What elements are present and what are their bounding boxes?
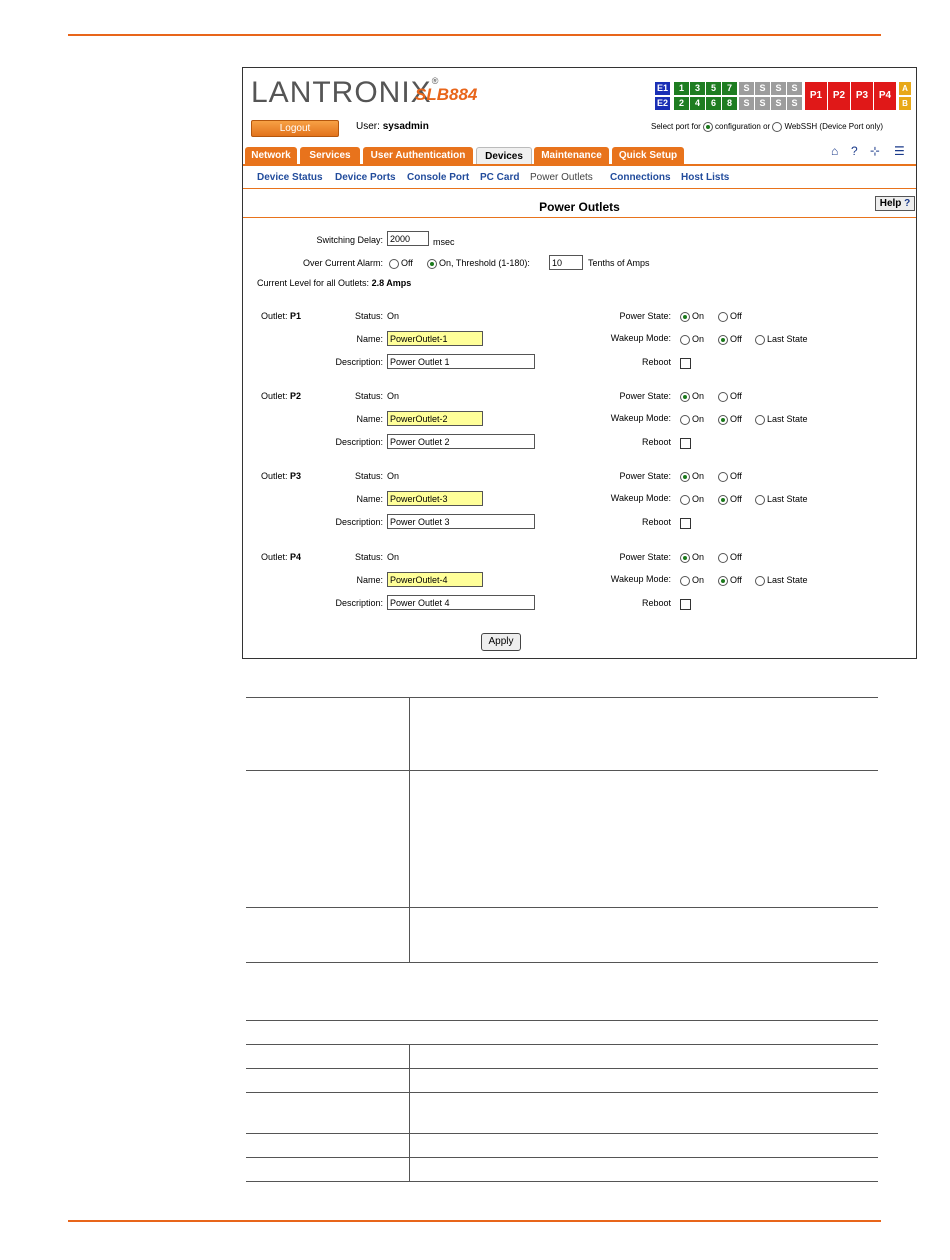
logo-text: LANTRONIX	[251, 76, 432, 109]
outlet-prefix: Outlet:	[261, 311, 288, 321]
power-on-radio[interactable]	[680, 392, 690, 402]
status-label: Status:	[354, 391, 383, 401]
outlet-label	[261, 391, 301, 401]
wakeup-off-radio[interactable]	[718, 335, 728, 345]
power-on-radio[interactable]	[680, 553, 690, 563]
power-on-label: On	[692, 552, 705, 562]
bottom-rule	[68, 1220, 881, 1222]
alarm-off-option[interactable]	[389, 258, 413, 269]
wakeup-on-radio[interactable]	[680, 335, 690, 345]
power-state-label: Power State:	[619, 471, 671, 481]
wakeup-last-state[interactable]	[755, 494, 808, 505]
help-icon[interactable]: ?	[851, 144, 858, 158]
wakeup-on[interactable]	[680, 334, 704, 345]
table-rule	[246, 1020, 878, 1021]
power-off-label: Off	[730, 311, 742, 321]
power-state-off[interactable]	[718, 311, 742, 322]
outlet-prefix: Outlet:	[261, 552, 288, 562]
port-6[interactable]: 6	[706, 97, 721, 110]
wakeup-on[interactable]	[680, 494, 704, 505]
power-off-radio[interactable]	[718, 392, 728, 402]
wakeup-last-label: Last State	[767, 414, 808, 424]
table-rule	[246, 907, 878, 908]
user-label	[356, 121, 429, 132]
outlet-label	[261, 471, 301, 481]
reboot-checkbox[interactable]	[680, 518, 691, 529]
outlet-name-input[interactable]: PowerOutlet-2	[387, 411, 483, 426]
power-on-radio[interactable]	[680, 472, 690, 482]
port-b[interactable]: B	[899, 97, 911, 110]
web-ui-screenshot	[242, 67, 917, 659]
wakeup-last-label: Last State	[767, 334, 808, 344]
table-rule	[246, 770, 878, 771]
port-1[interactable]: 1	[674, 82, 689, 95]
wakeup-on-radio[interactable]	[680, 415, 690, 425]
tab-maintenance[interactable]: Maintenance	[534, 147, 609, 164]
alarm-on-label: On, Threshold (1-180):	[439, 258, 530, 268]
wakeup-off-label: Off	[730, 414, 742, 424]
subnav-power-outlets[interactable]: Power Outlets	[530, 172, 593, 183]
port-e1[interactable]: E1	[656, 83, 668, 93]
status-label: Status:	[354, 552, 383, 562]
power-off-radio[interactable]	[718, 553, 728, 563]
switching-delay-label: Switching Delay:	[316, 235, 383, 245]
wakeup-off-radio[interactable]	[718, 576, 728, 586]
wakeup-off[interactable]	[718, 575, 742, 586]
power-state-off[interactable]	[718, 391, 742, 402]
wakeup-last-state[interactable]	[755, 414, 808, 425]
port-5[interactable]: 5	[706, 82, 721, 95]
power-on-label: On	[692, 311, 705, 321]
sitemap-icon[interactable]: ⊹	[870, 144, 881, 158]
wakeup-on-label: On	[692, 575, 705, 585]
port-4[interactable]: 4	[690, 97, 705, 110]
model-name: SLB884	[415, 85, 478, 104]
port-select-mode	[651, 122, 883, 132]
reboot-label: Reboot	[641, 598, 671, 608]
power-state-off[interactable]	[718, 471, 742, 482]
current-level-label: Current Level for all Outlets:	[257, 278, 370, 288]
subnav-device-status[interactable]: Device Status	[257, 172, 323, 183]
current-level-value: 2.8 Amps	[371, 278, 412, 288]
table-rule	[246, 1068, 878, 1069]
wakeup-on[interactable]	[680, 414, 704, 425]
description-label: Description:	[335, 437, 383, 447]
current-level	[257, 278, 411, 288]
alarm-off-radio[interactable]	[389, 259, 399, 269]
table-column-divider	[409, 1044, 410, 1181]
table-rule	[246, 697, 878, 698]
description-label: Description:	[335, 598, 383, 608]
power-state-label: Power State:	[619, 391, 671, 401]
table-rule	[246, 962, 878, 963]
user-prefix: User:	[356, 121, 380, 132]
reboot-checkbox[interactable]	[680, 358, 691, 369]
name-label: Name:	[356, 414, 383, 424]
wakeup-mode-label: Wakeup Mode:	[610, 493, 671, 503]
tab-services[interactable]: Services	[300, 147, 360, 164]
wakeup-last-radio[interactable]	[755, 335, 765, 345]
table-rule	[246, 1092, 878, 1093]
wakeup-mode-label: Wakeup Mode:	[610, 574, 671, 584]
status-label: Status:	[354, 471, 383, 481]
reboot-label: Reboot	[641, 357, 671, 367]
port-s[interactable]: S	[739, 97, 754, 110]
tab-quick-setup[interactable]: Quick Setup	[612, 147, 684, 164]
power-state-off[interactable]	[718, 552, 742, 563]
wakeup-on[interactable]	[680, 575, 704, 586]
port-s[interactable]: S	[787, 82, 802, 95]
outlet-name-input[interactable]: PowerOutlet-1	[387, 331, 483, 346]
help-button[interactable]	[875, 196, 915, 211]
power-state-on[interactable]	[680, 552, 704, 563]
subnav-underline	[243, 188, 916, 189]
webssh-label: WebSSH (Device Port only)	[784, 122, 883, 132]
table-rule	[246, 1133, 878, 1134]
outlet-label	[261, 552, 301, 562]
power-on-label: On	[692, 471, 705, 481]
apply-button[interactable]: Apply	[481, 633, 521, 651]
wakeup-off[interactable]	[718, 334, 742, 345]
reboot-checkbox[interactable]	[680, 599, 691, 610]
power-state-label: Power State:	[619, 552, 671, 562]
main-tabs	[243, 147, 916, 164]
wakeup-on-radio[interactable]	[680, 495, 690, 505]
description-label: Description:	[335, 357, 383, 367]
wakeup-off-label: Off	[730, 575, 742, 585]
power-state-on[interactable]	[680, 471, 704, 482]
port-s[interactable]: S	[771, 97, 786, 110]
user-name: sysadmin	[382, 121, 429, 132]
threshold-input[interactable]: 10	[549, 255, 583, 270]
outlet-id: P4	[290, 552, 302, 562]
table-rule	[246, 1044, 878, 1045]
logout-button[interactable]: Logout	[251, 120, 339, 137]
wakeup-off[interactable]	[718, 494, 742, 505]
configuration-radio[interactable]	[703, 122, 713, 132]
port-s[interactable]: S	[755, 82, 770, 95]
page-title: Power Outlets	[539, 200, 620, 214]
port-s[interactable]: S	[771, 82, 786, 95]
status-value: On	[387, 311, 400, 321]
power-port-p2[interactable]: P2	[828, 82, 850, 110]
top-rule	[68, 34, 881, 36]
outlet-name-input[interactable]: PowerOutlet-3	[387, 491, 483, 506]
help-label: Help	[879, 198, 902, 209]
name-label: Name:	[356, 575, 383, 585]
outlet-description-input[interactable]: Power Outlet 2	[387, 434, 535, 449]
subnav-console-port[interactable]: Console Port	[407, 172, 470, 183]
reboot-checkbox[interactable]	[680, 438, 691, 449]
table-rule	[246, 1181, 878, 1182]
wakeup-off-radio[interactable]	[718, 415, 728, 425]
tab-underline	[243, 164, 916, 166]
port-select-label: Select port for	[651, 122, 701, 132]
power-port-p3[interactable]: P3	[851, 82, 873, 110]
port-a[interactable]: A	[899, 82, 911, 95]
status-value: On	[387, 471, 400, 481]
outlet-description-input[interactable]: Power Outlet 4	[387, 595, 535, 610]
wakeup-last-state[interactable]	[755, 575, 808, 586]
log-icon[interactable]: ☰	[894, 144, 905, 158]
power-off-radio[interactable]	[718, 472, 728, 482]
reboot-label: Reboot	[641, 517, 671, 527]
power-off-label: Off	[730, 471, 742, 481]
outlet-description-input[interactable]: Power Outlet 3	[387, 514, 535, 529]
power-port-p4[interactable]: P4	[874, 82, 896, 110]
description-label: Description:	[335, 517, 383, 527]
wakeup-mode-label: Wakeup Mode:	[610, 413, 671, 423]
power-off-label: Off	[730, 552, 742, 562]
outlet-description-input[interactable]: Power Outlet 1	[387, 354, 535, 369]
power-off-radio[interactable]	[718, 312, 728, 322]
power-off-label: Off	[730, 391, 742, 401]
port-e2[interactable]: E2	[656, 98, 668, 108]
wakeup-on-label: On	[692, 414, 705, 424]
subnav-connections[interactable]: Connections	[610, 172, 671, 183]
name-label: Name:	[356, 334, 383, 344]
alarm-on-option[interactable]	[427, 258, 530, 269]
table-column-divider	[409, 697, 410, 962]
wakeup-last-radio[interactable]	[755, 495, 765, 505]
port-s[interactable]: S	[787, 97, 802, 110]
outlet-id: P2	[290, 391, 302, 401]
status-value: On	[387, 391, 400, 401]
power-state-label: Power State:	[619, 311, 671, 321]
outlet-name-input[interactable]: PowerOutlet-4	[387, 572, 483, 587]
wakeup-last-label: Last State	[767, 494, 808, 504]
outlet-id: P1	[290, 311, 302, 321]
outlet-prefix: Outlet:	[261, 471, 288, 481]
switching-delay-input[interactable]: 2000	[387, 231, 429, 246]
port-2[interactable]: 2	[674, 97, 689, 110]
home-icon[interactable]: ⌂	[831, 144, 839, 158]
tab-user-authentication[interactable]: User Authentication	[363, 147, 473, 164]
port-3[interactable]: 3	[690, 82, 705, 95]
power-on-label: On	[692, 391, 705, 401]
outlet-id: P3	[290, 471, 302, 481]
wakeup-last-radio[interactable]	[755, 415, 765, 425]
configuration-label: configuration or	[715, 122, 771, 132]
port-s[interactable]: S	[755, 97, 770, 110]
alarm-off-label: Off	[401, 258, 413, 268]
power-state-on[interactable]	[680, 311, 704, 322]
lantronix-logo: LANTRONIX®	[251, 76, 440, 109]
webssh-radio[interactable]	[772, 122, 782, 132]
table-rule	[246, 1157, 878, 1158]
switching-delay-unit: msec	[433, 237, 455, 247]
port-8[interactable]: 8	[722, 97, 737, 110]
wakeup-last-radio[interactable]	[755, 576, 765, 586]
wakeup-on-label: On	[692, 494, 705, 504]
port-s[interactable]: S	[739, 82, 754, 95]
threshold-unit: Tenths of Amps	[588, 258, 650, 268]
wakeup-on-radio[interactable]	[680, 576, 690, 586]
wakeup-off-radio[interactable]	[718, 495, 728, 505]
port-7[interactable]: 7	[722, 82, 737, 95]
alarm-on-radio[interactable]	[427, 259, 437, 269]
power-port-p1[interactable]: P1	[805, 82, 827, 110]
wakeup-off-label: Off	[730, 334, 742, 344]
power-on-radio[interactable]	[680, 312, 690, 322]
question-icon: ?	[904, 198, 911, 209]
status-label: Status:	[354, 311, 383, 321]
power-state-on[interactable]	[680, 391, 704, 402]
subnav-pc-card[interactable]: PC Card	[480, 172, 520, 183]
name-label: Name:	[356, 494, 383, 504]
subnav-device-ports[interactable]: Device Ports	[335, 172, 396, 183]
wakeup-mode-label: Wakeup Mode:	[610, 333, 671, 343]
outlet-prefix: Outlet:	[261, 391, 288, 401]
wakeup-off[interactable]	[718, 414, 742, 425]
outlet-label	[261, 311, 301, 321]
wakeup-on-label: On	[692, 334, 705, 344]
tab-network[interactable]: Network	[245, 147, 297, 164]
wakeup-last-label: Last State	[767, 575, 808, 585]
title-underline	[243, 217, 916, 218]
over-current-label: Over Current Alarm:	[302, 258, 383, 268]
status-value: On	[387, 552, 400, 562]
subnav-host-lists[interactable]: Host Lists	[681, 172, 730, 183]
tab-devices[interactable]: Devices	[476, 147, 532, 165]
wakeup-off-label: Off	[730, 494, 742, 504]
reboot-label: Reboot	[641, 437, 671, 447]
wakeup-last-state[interactable]	[755, 334, 808, 345]
